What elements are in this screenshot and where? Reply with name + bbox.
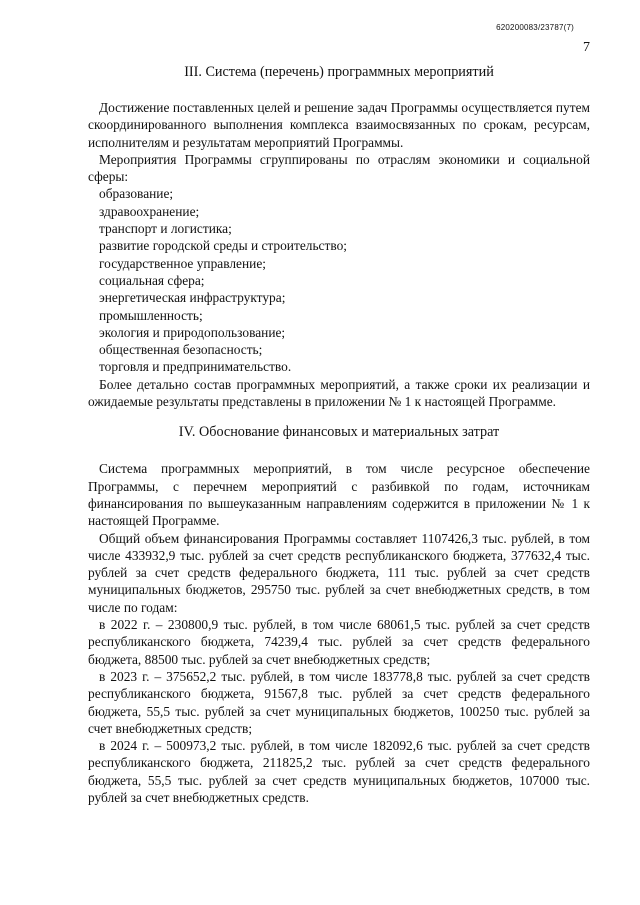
section-3-paragraph-3: Более детально состав программных мероприятий, а также сроки их реализации и ожидаемые результаты представлены в приложении № 1 к настоящей Программе. [88, 376, 590, 410]
list-item: общественная безопасность; [99, 342, 263, 358]
document-code: 620200083/23787(7) [496, 23, 574, 32]
document-body [88, 63, 590, 806]
section-4-title: IV. Обоснование финансовых и материальных затрат [178, 424, 500, 441]
list-item: государственное управление; [99, 255, 266, 271]
funding-2023-paragraph: в 2023 г. – 375652,2 тыс. рублей, в том числе 183778,8 тыс. рублей за счет средств республиканского бюджета, 91567,8 тыс. рублей за счет средств федерального бюджета, 55,5 тыс. рублей за счет муниципальных бюджетов, 100250 тыс. рублей за счет внебюджетных средств; [88, 668, 590, 736]
funding-2024-paragraph: в 2024 г. – 500973,2 тыс. рублей, в том числе 182092,6 тыс. рублей за счет средств республиканского бюджета, 211825,2 тыс. рублей за счет средств федерального бюджета, 55,5 тыс. рублей за счет средств муниципальных бюджетов, 107000 тыс. рублей за счет внебюджетных средств. [88, 738, 590, 805]
section-4-paragraph-1: Система программных мероприятий, в том числе ресурсное обеспечение Программы, с перечнем мероприятий с разбивкой по годам, источникам финансирования по вышеуказанным направлениям содержится в приложении № 1 к настоящей Программе. [88, 461, 590, 529]
list-item: развитие городской среды и строительство; [99, 238, 347, 254]
list-item: социальная сфера; [99, 272, 205, 288]
list-item: экология и природопользование; [99, 324, 286, 340]
list-item: транспорт и логистика; [99, 221, 232, 237]
list-item: энергетическая инфраструктура; [99, 290, 286, 306]
list-item: образование; [99, 186, 174, 202]
list-item: здравоохранение; [99, 203, 200, 219]
funding-2022-paragraph: в 2022 г. – 230800,9 тыс. рублей, в том числе 68061,5 тыс. рублей за счет средств республиканского бюджета, 74239,4 тыс. рублей за счет средств федерального бюджета, 88500 тыс. рублей за счет внебюджетных средств; [88, 617, 590, 667]
list-item: торговля и предпринимательство. [99, 359, 292, 375]
section-3-paragraph-1: Достижение поставленных целей и решение задач Программы осуществляется путем скоординированного выполнения комплекса взаимосвязанных по срокам, ресурсам, исполнителям и результатам мероприятий Программы. [88, 100, 590, 150]
list-item: промышленность; [99, 307, 203, 323]
section-3-title: III. Система (перечень) программных мероприятий [184, 64, 494, 80]
sectors-list [88, 185, 590, 375]
page-number: 7 [583, 40, 590, 55]
section-3-paragraph-2: Мероприятия Программы сгруппированы по отраслям экономики и социальной сферы: [88, 151, 590, 185]
section-4-paragraph-2: Общий объем финансирования Программы составляет 1107426,3 тыс. рублей, в том числе 433932,9 тыс. рублей за счет средств республиканского бюджета, 377632,4 тыс. рублей за счет средств федерального бюджета, 111 тыс. рублей за счет средств муниципальных бюджетов, 295750 тыс. рублей за счет внебюджетных средств, в том числе по годам: [88, 530, 590, 615]
